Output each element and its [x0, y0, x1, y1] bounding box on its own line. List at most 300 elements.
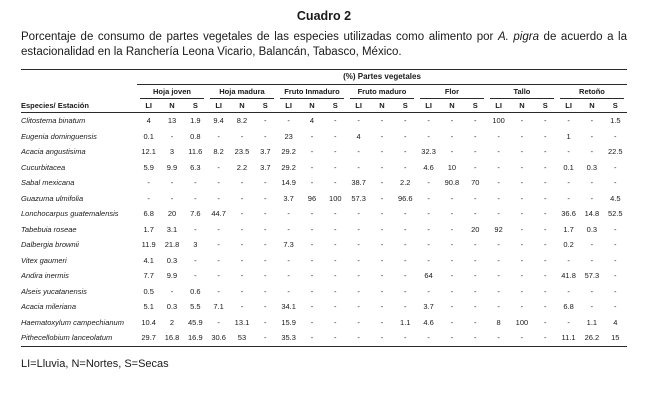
value-cell: -	[404, 271, 407, 281]
value-cell: -	[427, 116, 430, 126]
value-cell: 6.8	[143, 209, 154, 219]
value-cell: -	[427, 333, 430, 343]
value-cell: 90.8	[444, 178, 460, 188]
value-cell: -	[264, 255, 267, 265]
value-cell: -	[543, 271, 547, 281]
value-cell: -	[240, 209, 244, 219]
value-cell: 9.9	[166, 271, 178, 281]
value-cell: 1.5	[610, 116, 621, 126]
group-label: Hoja joven	[140, 85, 204, 99]
value-cell: -	[520, 255, 524, 265]
value-cell: -	[334, 333, 337, 343]
subheader-li-group-0: LI	[137, 99, 160, 113]
value-cell: 0.1	[563, 162, 574, 172]
table-row	[21, 191, 627, 207]
value-cell: -	[404, 255, 407, 265]
value-cell: 3.7	[260, 147, 271, 157]
value-cell: -	[520, 147, 524, 157]
value-cell: -	[543, 147, 547, 157]
value-cell: -	[357, 333, 360, 343]
value-cell: -	[404, 333, 407, 343]
value-cell: -	[147, 178, 150, 188]
value-cell: -	[380, 286, 384, 296]
value-cell: -	[240, 286, 244, 296]
value-cell: -	[334, 255, 337, 265]
value-cell: -	[334, 286, 337, 296]
value-cell: -	[264, 286, 267, 296]
value-cell: -	[520, 178, 524, 188]
value-cell: -	[450, 255, 454, 265]
value-cell: -	[404, 162, 407, 172]
value-cell: -	[590, 147, 594, 157]
value-cell: -	[404, 302, 407, 312]
subheader-n-group-4: N	[440, 99, 463, 113]
value-cell: -	[264, 116, 267, 126]
value-cell: 5.5	[190, 302, 201, 312]
value-cell: -	[217, 255, 220, 265]
value-cell: -	[264, 317, 267, 327]
value-cell: -	[520, 240, 524, 250]
group-spacer	[21, 85, 137, 99]
value-cell: -	[450, 302, 454, 312]
value-cell: -	[543, 240, 547, 250]
value-cell: 0.8	[190, 131, 201, 141]
species-name: Pithecellobium lanceolatum	[21, 333, 113, 343]
value-cell: 3	[169, 147, 175, 157]
value-cell: -	[264, 224, 267, 234]
value-cell: -	[380, 333, 384, 343]
table-row	[21, 268, 627, 284]
value-cell: -	[310, 209, 314, 219]
value-cell: 38.7	[351, 178, 366, 188]
value-cell: -	[147, 193, 150, 203]
value-cell: -	[520, 302, 524, 312]
value-cell: -	[334, 131, 337, 141]
table-row	[21, 113, 627, 129]
spanner-row	[21, 70, 627, 85]
value-cell: -	[450, 131, 454, 141]
table-row	[21, 160, 627, 176]
value-cell: -	[543, 224, 547, 234]
value-cell: -	[380, 147, 384, 157]
value-cell: -	[543, 193, 547, 203]
value-cell: -	[334, 147, 337, 157]
value-cell: -	[404, 240, 407, 250]
species-name: Dalbergia brownii	[21, 240, 79, 250]
value-cell: 4	[146, 116, 151, 126]
value-cell: -	[334, 162, 337, 172]
group-header-fruto-maduro	[347, 85, 417, 99]
value-cell: 0.3	[166, 255, 178, 265]
value-cell: -	[380, 178, 384, 188]
value-cell: -	[427, 178, 430, 188]
value-cell: -	[520, 162, 524, 172]
value-cell: -	[217, 131, 220, 141]
value-cell: 2	[169, 317, 175, 327]
value-cell: -	[614, 255, 617, 265]
value-cell: -	[380, 162, 384, 172]
group-header-retono	[557, 85, 627, 99]
subheader-s-group-0: S	[184, 99, 207, 113]
value-cell: -	[590, 193, 594, 203]
value-cell: -	[614, 178, 617, 188]
value-cell: 57.3	[351, 193, 366, 203]
value-cell: -	[543, 209, 547, 219]
value-cell: -	[240, 224, 244, 234]
value-cell: -	[474, 333, 477, 343]
value-cell: -	[543, 333, 547, 343]
value-cell: 41.8	[561, 271, 576, 281]
value-cell: -	[450, 193, 454, 203]
value-cell: -	[287, 255, 290, 265]
value-cell: -	[543, 302, 547, 312]
value-cell: -	[287, 271, 290, 281]
value-cell: -	[450, 317, 454, 327]
value-cell: -	[380, 255, 384, 265]
group-label: Retoño	[560, 85, 624, 99]
value-cell: 100	[329, 193, 342, 203]
value-cell: 15.9	[281, 317, 296, 327]
value-cell: -	[543, 116, 547, 126]
value-cell: 53	[237, 333, 247, 343]
value-cell: -	[450, 333, 454, 343]
caption-text-pre: Porcentaje de consumo de partes vegetales de las especies utilizadas como alimento por	[21, 31, 498, 43]
value-cell: 29.2	[281, 147, 296, 157]
caption-species-name: A. pigra	[497, 31, 539, 43]
value-cell: 4	[613, 317, 618, 327]
value-cell: 35.3	[281, 333, 296, 343]
value-cell: 7.3	[283, 240, 294, 250]
table-head	[21, 70, 627, 113]
value-cell: 32.3	[421, 147, 436, 157]
value-cell: -	[310, 131, 314, 141]
value-cell: -	[240, 302, 244, 312]
species-name: Cucurbitacea	[21, 162, 66, 172]
value-cell: 1.7	[563, 224, 574, 234]
value-cell: -	[170, 286, 174, 296]
value-cell: 5.9	[143, 162, 154, 172]
value-cell: -	[590, 178, 594, 188]
value-cell: 23.5	[234, 147, 250, 157]
value-cell: -	[170, 178, 174, 188]
value-cell: 15	[611, 333, 620, 343]
value-cell: -	[264, 271, 267, 281]
value-cell: 4.5	[610, 193, 621, 203]
subheader-s-group-6: S	[604, 99, 627, 113]
value-cell: -	[194, 255, 197, 265]
value-cell: -	[380, 317, 384, 327]
value-cell: -	[543, 162, 547, 172]
value-cell: 20	[471, 224, 480, 234]
table-row	[21, 175, 627, 191]
value-cell: -	[520, 131, 524, 141]
subheader-li-group-2: LI	[277, 99, 300, 113]
value-cell: 96	[307, 193, 317, 203]
value-cell: -	[217, 224, 220, 234]
value-cell: 3.7	[423, 302, 434, 312]
group-header-hoja-joven	[137, 85, 207, 99]
value-cell: -	[543, 131, 547, 141]
legend-footnote: LI=Lluvia, N=Nortes, S=Secas	[21, 357, 169, 370]
value-cell: -	[240, 255, 244, 265]
species-column-header: Especies/ Estación	[21, 99, 137, 113]
value-cell: -	[567, 193, 570, 203]
value-cell: 1.1	[586, 317, 598, 327]
value-cell: 4.6	[423, 162, 434, 172]
value-cell: -	[357, 286, 360, 296]
value-cell: -	[567, 116, 570, 126]
value-cell: 16.8	[164, 333, 180, 343]
value-cell: -	[287, 116, 290, 126]
value-cell: -	[334, 302, 337, 312]
value-cell: 34.1	[281, 302, 296, 312]
value-cell: -	[380, 224, 384, 234]
value-cell: 100	[492, 116, 505, 126]
value-cell: -	[310, 147, 314, 157]
value-cell: 26.2	[584, 333, 600, 343]
subheader-n-group-5: N	[510, 99, 533, 113]
value-cell: -	[240, 271, 244, 281]
value-cell: 4	[309, 116, 315, 126]
species-name: Acacia angustisima	[21, 147, 86, 157]
value-cell: 11.6	[188, 147, 203, 157]
value-cell: 0.3	[586, 224, 598, 234]
subheader-li-group-5: LI	[487, 99, 510, 113]
value-cell: -	[497, 162, 500, 172]
subheader-n-group-0: N	[160, 99, 183, 113]
value-cell: -	[334, 317, 337, 327]
value-cell: -	[264, 240, 267, 250]
value-cell: -	[264, 333, 267, 343]
value-cell: -	[334, 178, 337, 188]
value-cell: 14.8	[584, 209, 600, 219]
table-row	[21, 299, 627, 315]
value-cell: -	[520, 286, 524, 296]
table-row	[21, 222, 627, 238]
value-cell: -	[614, 240, 617, 250]
value-cell: -	[240, 178, 244, 188]
value-cell: 3.7	[283, 193, 294, 203]
value-cell: -	[334, 116, 337, 126]
table-row	[21, 284, 627, 300]
value-cell: 8	[496, 317, 501, 327]
table-row	[21, 129, 627, 145]
value-cell: -	[334, 271, 337, 281]
value-cell: -	[590, 255, 594, 265]
species-name: Alseis yucatanensis	[21, 286, 87, 296]
value-cell: -	[497, 209, 500, 219]
value-cell: -	[427, 224, 430, 234]
species-name: Acacia mileriana	[21, 302, 77, 312]
value-cell: -	[497, 271, 500, 281]
value-cell: 0.1	[143, 131, 154, 141]
value-cell: -	[310, 255, 314, 265]
value-cell: 8.2	[236, 116, 248, 126]
value-cell: -	[310, 240, 314, 250]
value-cell: -	[217, 271, 220, 281]
value-cell: -	[590, 116, 594, 126]
value-cell: -	[567, 286, 570, 296]
table-title: Cuadro 2	[296, 9, 352, 23]
value-cell: 3.1	[166, 224, 178, 234]
value-cell: -	[334, 209, 337, 219]
value-cell: -	[404, 131, 407, 141]
value-cell: 44.7	[211, 209, 226, 219]
value-cell: -	[450, 240, 454, 250]
table-row	[21, 253, 627, 269]
value-cell: -	[170, 131, 174, 141]
value-cell: 7.7	[143, 271, 154, 281]
value-cell: 3.7	[260, 162, 271, 172]
value-cell: -	[497, 286, 500, 296]
subheader-s-group-2: S	[324, 99, 347, 113]
subheader-s-group-4: S	[464, 99, 487, 113]
value-cell: -	[380, 271, 384, 281]
value-cell: -	[264, 178, 267, 188]
value-cell: -	[427, 209, 430, 219]
value-cell: 2.2	[236, 162, 248, 172]
value-cell: -	[217, 240, 220, 250]
value-cell: -	[287, 209, 290, 219]
spanner-header: (%) Partes vegetales	[137, 70, 627, 85]
value-cell: -	[334, 224, 337, 234]
value-cell: 4.1	[143, 255, 154, 265]
group-header-tallo	[487, 85, 557, 99]
value-cell: -	[287, 286, 290, 296]
species-name: Sabal mexicana	[21, 178, 75, 188]
value-cell: -	[450, 116, 454, 126]
value-cell: -	[427, 240, 430, 250]
species-name: Lonchocarpus guatemalensis	[21, 209, 119, 219]
value-cell: -	[217, 193, 220, 203]
value-cell: -	[474, 286, 477, 296]
species-name: Vitex gaumeri	[21, 255, 67, 265]
value-cell: 22.5	[607, 147, 623, 157]
value-cell: -	[497, 147, 500, 157]
subheader-n-group-2: N	[300, 99, 323, 113]
value-cell: -	[404, 147, 407, 157]
value-cell: -	[404, 116, 407, 126]
value-cell: -	[614, 131, 617, 141]
value-cell: 64	[424, 271, 433, 281]
spanner-spacer	[21, 70, 137, 85]
subheader-li-group-4: LI	[417, 99, 440, 113]
value-cell: -	[497, 240, 500, 250]
subheader-li-group-6: LI	[557, 99, 580, 113]
consumption-table	[21, 69, 627, 347]
value-cell: -	[240, 240, 244, 250]
value-cell: -	[310, 286, 314, 296]
value-cell: -	[357, 271, 360, 281]
value-cell: -	[310, 271, 314, 281]
value-cell: -	[427, 255, 430, 265]
species-name: Guazuma ulmifolia	[21, 193, 84, 203]
value-cell: -	[520, 193, 524, 203]
value-cell: 2.2	[400, 178, 411, 188]
species-name: Andira inermis	[21, 271, 69, 281]
value-cell: -	[474, 131, 477, 141]
value-cell: -	[380, 302, 384, 312]
table-row	[21, 206, 627, 222]
subheader-s-group-3: S	[394, 99, 417, 113]
table-row	[21, 144, 627, 160]
subheader-row	[21, 99, 627, 113]
species-name: Haematoxylum campechianum	[21, 317, 124, 327]
value-cell: 11.1	[561, 333, 576, 343]
group-label: Fruto Inmaduro	[280, 85, 344, 99]
value-cell: -	[474, 116, 477, 126]
value-cell: 16.9	[188, 333, 203, 343]
value-cell: -	[357, 224, 360, 234]
value-cell: -	[404, 209, 407, 219]
value-cell: -	[543, 286, 547, 296]
value-cell: -	[310, 162, 314, 172]
subheader-n-group-3: N	[370, 99, 393, 113]
value-cell: -	[287, 224, 290, 234]
table-row	[21, 237, 627, 253]
value-cell: -	[590, 302, 594, 312]
value-cell: -	[497, 193, 500, 203]
value-cell: 23	[284, 131, 293, 141]
value-cell: -	[264, 302, 267, 312]
value-cell: 13.1	[234, 317, 250, 327]
value-cell: -	[474, 271, 477, 281]
group-header-flor	[417, 85, 487, 99]
value-cell: -	[194, 193, 197, 203]
subheader-s-group-5: S	[534, 99, 557, 113]
value-cell: 8.2	[213, 147, 224, 157]
value-cell: -	[567, 147, 570, 157]
value-cell: -	[474, 255, 477, 265]
value-cell: -	[357, 116, 360, 126]
value-cell: 0.5	[143, 286, 154, 296]
group-label: Flor	[420, 85, 484, 99]
value-cell: 36.6	[561, 209, 576, 219]
species-name: Clitostema binatum	[21, 116, 86, 126]
value-cell: -	[567, 317, 570, 327]
value-cell: 70	[471, 178, 480, 188]
value-cell: 6.3	[190, 162, 201, 172]
value-cell: -	[264, 193, 267, 203]
value-cell: -	[357, 302, 360, 312]
value-cell: 12.1	[141, 147, 156, 157]
value-cell: 29.7	[141, 333, 156, 343]
species-name: Eugenia dominguensis	[21, 131, 97, 141]
value-cell: 13	[167, 116, 177, 126]
value-cell: -	[474, 240, 477, 250]
value-cell: -	[474, 209, 477, 219]
value-cell: -	[310, 333, 314, 343]
value-cell: 1.1	[400, 317, 411, 327]
value-cell: -	[543, 317, 547, 327]
value-cell: 1.9	[190, 116, 201, 126]
value-cell: 0.3	[166, 302, 178, 312]
value-cell: 1.7	[143, 224, 154, 234]
value-cell: 5.1	[143, 302, 154, 312]
value-cell: 7.6	[190, 209, 201, 219]
value-cell: -	[217, 162, 220, 172]
value-cell: -	[474, 147, 477, 157]
value-cell: -	[614, 286, 617, 296]
value-cell: -	[380, 116, 384, 126]
value-cell: 14.9	[281, 178, 296, 188]
value-cell: -	[497, 255, 500, 265]
value-cell: 10	[447, 162, 457, 172]
value-cell: -	[520, 271, 524, 281]
subheader-s-group-1: S	[254, 99, 277, 113]
value-cell: -	[357, 255, 360, 265]
value-cell: -	[310, 302, 314, 312]
